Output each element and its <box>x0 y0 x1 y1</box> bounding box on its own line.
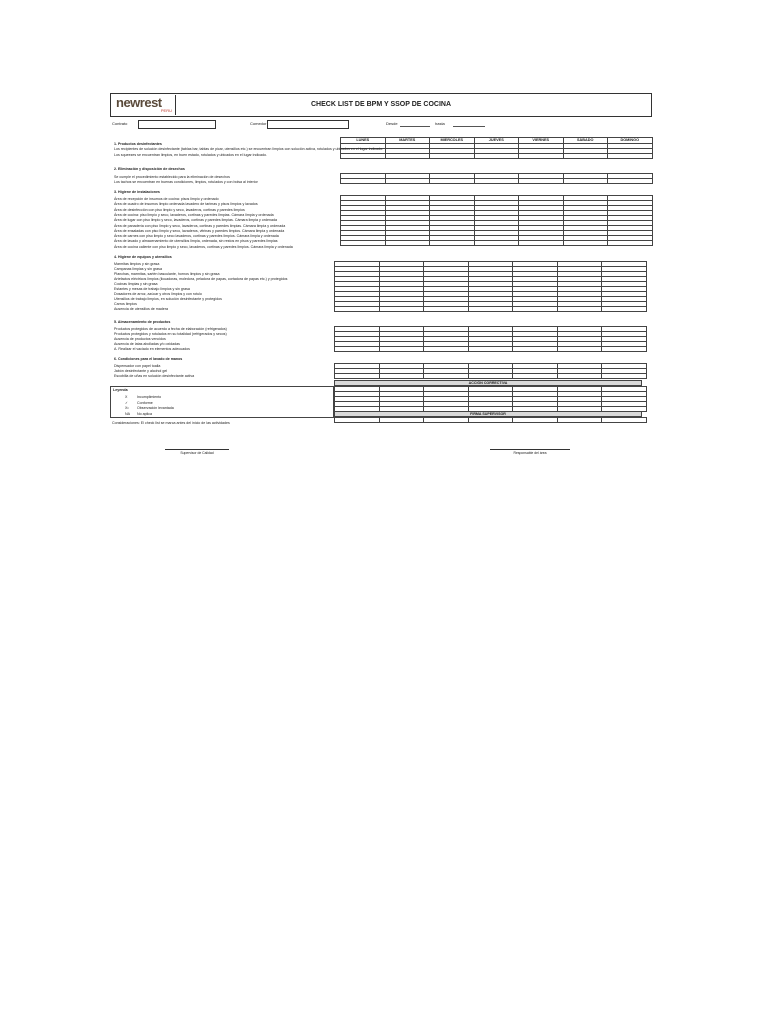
checklist-item: Área de panadería con piso limpio y seco, lavaderos, cortinas y paredes limpias. Cámara limpia y ordenada <box>114 223 286 228</box>
checklist-item: A. Realizar el vaciado en elementos adecuados <box>114 347 190 351</box>
checklist-item: Se cumple el procedimiento establecido para la eliminación de desechos <box>114 175 230 179</box>
check-cell[interactable] <box>386 179 431 184</box>
day-header: DOMINGO <box>608 138 653 144</box>
checklist-item: Campanas limpias y sin grasa <box>114 267 162 271</box>
section-title: 2. Eliminación y disposición de desechos <box>114 167 185 171</box>
check-cell[interactable] <box>469 374 514 379</box>
check-cell[interactable] <box>469 307 514 312</box>
checklist-item: Área de ensaladas con piso limpio y seco, lavaderos, vitrinas y paredes limpios. Cámara limpia y ordenada <box>114 228 285 233</box>
legend-code: X <box>125 395 128 399</box>
check-cell[interactable] <box>430 179 475 184</box>
check-cell[interactable] <box>386 154 431 159</box>
check-cell[interactable] <box>564 179 609 184</box>
checklist-item: Planchas, marmitas, sartén basculante, hornos limpios y sin grasa <box>114 272 220 276</box>
check-cell[interactable] <box>475 241 520 246</box>
hasta-label: hasta <box>435 121 445 126</box>
checklist-item: Área de carnes con piso limpio y seco lavaderos, cortinas y paredes limpios. Cámara limpia y ordenada <box>114 234 279 239</box>
section-grid <box>334 363 647 379</box>
section-title: 1. Productos desinfectantes <box>114 142 162 146</box>
check-cell[interactable] <box>602 347 647 352</box>
check-row <box>335 307 647 312</box>
comedor-field[interactable] <box>267 120 349 129</box>
check-cell[interactable] <box>608 179 653 184</box>
check-cell[interactable] <box>564 154 609 159</box>
check-cell[interactable] <box>519 179 564 184</box>
checklist-item: Estantes y mesas de trabajo limpios y sin grasa <box>114 287 190 291</box>
checklist-item: Escobilla de uñas en solución desinfectante activa <box>114 374 195 378</box>
check-cell[interactable] <box>386 241 431 246</box>
check-cell[interactable] <box>602 374 647 379</box>
check-cell[interactable] <box>519 241 564 246</box>
legend-code: ✓ <box>125 400 129 405</box>
section-grid <box>334 261 647 312</box>
contrato-label: Contrato <box>112 121 128 126</box>
firma-supervisor-band: FIRMA SUPERVISOR <box>334 411 642 417</box>
checklist-item: Área de recepción de insumos de cocina: pisos limpio y ordenado <box>114 197 219 201</box>
check-cell[interactable] <box>424 347 469 352</box>
signature-label-right: Responsable del área <box>513 451 547 455</box>
checklist-item: Dispensador con papel toalla <box>114 364 161 368</box>
legend-box <box>110 386 334 418</box>
legend-text: Incumplimiento <box>137 395 162 399</box>
section-grid <box>340 173 653 184</box>
check-cell[interactable] <box>513 418 558 423</box>
page-title: CHECK LIST DE BPM Y SSOP DE COCINA <box>310 101 452 108</box>
checklist-item: Área de desinfección con piso limpio y seco, lavaderos, cortinas y paredes limpios <box>114 207 245 212</box>
check-cell[interactable] <box>335 374 380 379</box>
signature-line-left <box>165 449 229 450</box>
signature-line-right <box>490 449 570 450</box>
legend-title: Leyenda <box>113 388 128 392</box>
section-title: 3. Higiene de instalaciones <box>114 190 160 194</box>
contrato-field[interactable] <box>138 120 216 129</box>
checklist-item: Los squeezes se encuentran limpios, en buen estado, rotulados y ubicados en el lugar indicado. <box>114 153 268 157</box>
check-row <box>341 241 653 246</box>
check-cell[interactable] <box>341 179 386 184</box>
check-cell[interactable] <box>475 179 520 184</box>
checklist-sheet <box>110 93 652 428</box>
section-title: 6. Condiciones para el lavado de manos <box>114 357 183 361</box>
check-cell[interactable] <box>558 418 603 423</box>
section-grid <box>340 137 653 159</box>
checklist-item: Dosadores de arroz, azúcar y otros limpios y con rotulo <box>114 292 202 296</box>
accion-grid <box>334 386 647 412</box>
day-header: MARTES <box>386 138 431 144</box>
check-cell[interactable] <box>424 418 469 423</box>
legend-text: Observación levantada <box>137 406 174 410</box>
check-cell[interactable] <box>513 307 558 312</box>
check-cell[interactable] <box>513 374 558 379</box>
checklist-item: Utensilios de trabajo limpios, en solución desinfectante y protegidos <box>114 297 222 301</box>
checklist-item: Ausencia de productos vencidos <box>114 337 166 341</box>
check-cell[interactable] <box>380 307 425 312</box>
checklist-item: Los tachos se encuentran en buenas condiciones, limpios, rotulados y con bolsa al interior <box>114 180 258 184</box>
desde-label: Desde <box>386 121 398 126</box>
logo-word: newrest <box>116 95 162 110</box>
check-cell[interactable] <box>469 347 514 352</box>
comedor-label: Comedor <box>250 121 267 126</box>
check-cell[interactable] <box>424 307 469 312</box>
checklist-item: Cocinas limpias y sin grasa <box>114 282 158 286</box>
check-cell[interactable] <box>341 154 386 159</box>
day-header: MIERCOLES <box>430 138 475 144</box>
section-title: 4. Higiene de equipos y utensilios <box>114 255 172 259</box>
check-cell[interactable] <box>380 374 425 379</box>
section-title: 5. Almacenamiento de productos <box>114 320 171 324</box>
checklist-item: Área de cuadro de insumos limpio ordenada lavadero de tarimas y pisos limpios y lavados <box>114 202 258 207</box>
checklist-item: Área de cocina: piso limpio y seco, lavaderos, cortinas y paredes limpias. Cámara limpia y ordenada <box>114 212 274 217</box>
checklist-item: Marmitas limpios y sin grasa <box>114 262 160 266</box>
check-cell[interactable] <box>335 418 380 423</box>
check-cell[interactable] <box>558 347 603 352</box>
desde-field[interactable] <box>400 126 430 127</box>
checklist-item: Área de lugar con piso limpio y seco, lavaderos, cortinas y paredes limpias. Cámara limpia y ordenada <box>114 218 277 223</box>
check-cell[interactable] <box>519 154 564 159</box>
check-row <box>341 154 653 159</box>
check-cell[interactable] <box>602 307 647 312</box>
check-cell[interactable] <box>564 241 609 246</box>
check-cell[interactable] <box>424 374 469 379</box>
check-cell[interactable] <box>602 418 647 423</box>
section-grid <box>334 326 647 352</box>
check-cell[interactable] <box>430 241 475 246</box>
day-header: VIERNES <box>519 138 564 144</box>
day-header: JUEVES <box>475 138 520 144</box>
day-header: SÁBADO <box>564 138 609 144</box>
check-cell[interactable] <box>608 241 653 246</box>
legend-code: NA <box>125 411 130 416</box>
legend-code: X• <box>125 406 129 410</box>
check-cell[interactable] <box>335 347 380 352</box>
firma-grid <box>334 417 647 423</box>
check-cell[interactable] <box>608 154 653 159</box>
check-row <box>341 179 653 184</box>
checklist-item: Carros limpios <box>114 302 137 306</box>
check-row <box>335 418 647 423</box>
consideraciones-note: Consideraciones: El check list se marca antes del inicio de las actividades <box>112 421 230 425</box>
logo-sub: PERU <box>160 108 172 113</box>
check-row <box>335 374 647 379</box>
check-cell[interactable] <box>341 241 386 246</box>
signature-label-left: Supervisor de Calidad <box>180 451 214 455</box>
checklist-item: Área de lavado y almacenamiento de utensilios limpia, ordenada, sin restos en pisos y paredes limpias <box>114 239 278 244</box>
check-cell[interactable] <box>475 154 520 159</box>
check-cell[interactable] <box>558 374 603 379</box>
check-cell[interactable] <box>469 418 514 423</box>
checklist-item: Área de cocina caliente con piso limpio y seco, lavaderos, cortinas y paredes limpios. Cámara limpia y ordenada <box>114 244 293 249</box>
check-cell[interactable] <box>513 347 558 352</box>
checklist-item: Ausencia de utensilios de madera <box>114 307 168 311</box>
checklist-item: Ausencia de latas abolladas y/o oxidadas <box>114 342 180 346</box>
section-grid <box>340 195 653 246</box>
checklist-item: Artefactos eléctricos limpios (licuadoras, moledora, peladora de papas, cortadora de papas etc.) y protegidos <box>114 277 288 281</box>
checklist-item: Productos protegidos y rotulados en su totalidad (refrigerados y secos) <box>114 332 227 336</box>
check-row <box>335 347 647 352</box>
check-cell[interactable] <box>380 418 425 423</box>
checklist-item: Productos protegidos de acuerdo a fecha de elaboración (refrigerados) <box>114 327 227 331</box>
check-cell[interactable] <box>335 307 380 312</box>
check-cell[interactable] <box>430 154 475 159</box>
legend-text: No aplica <box>137 411 152 416</box>
check-cell[interactable] <box>380 347 425 352</box>
hasta-field[interactable] <box>453 126 485 127</box>
checklist-item: Los recipientes de solución desinfectante (tablas bar, tablas de picar, utensilios etc.) se encuentran limpios con solución activa, rotulados y ubicados en el lugar indicado. <box>114 147 384 151</box>
accion-correctiva-band: ACCIÓN CORRECTIVA <box>334 380 642 386</box>
header-box <box>110 93 652 117</box>
legend-text: Conforme <box>137 400 153 405</box>
check-cell[interactable] <box>558 307 603 312</box>
checklist-item: Jabón desinfectante y alcohol gel <box>114 369 168 373</box>
day-header: LUNES <box>341 138 386 144</box>
